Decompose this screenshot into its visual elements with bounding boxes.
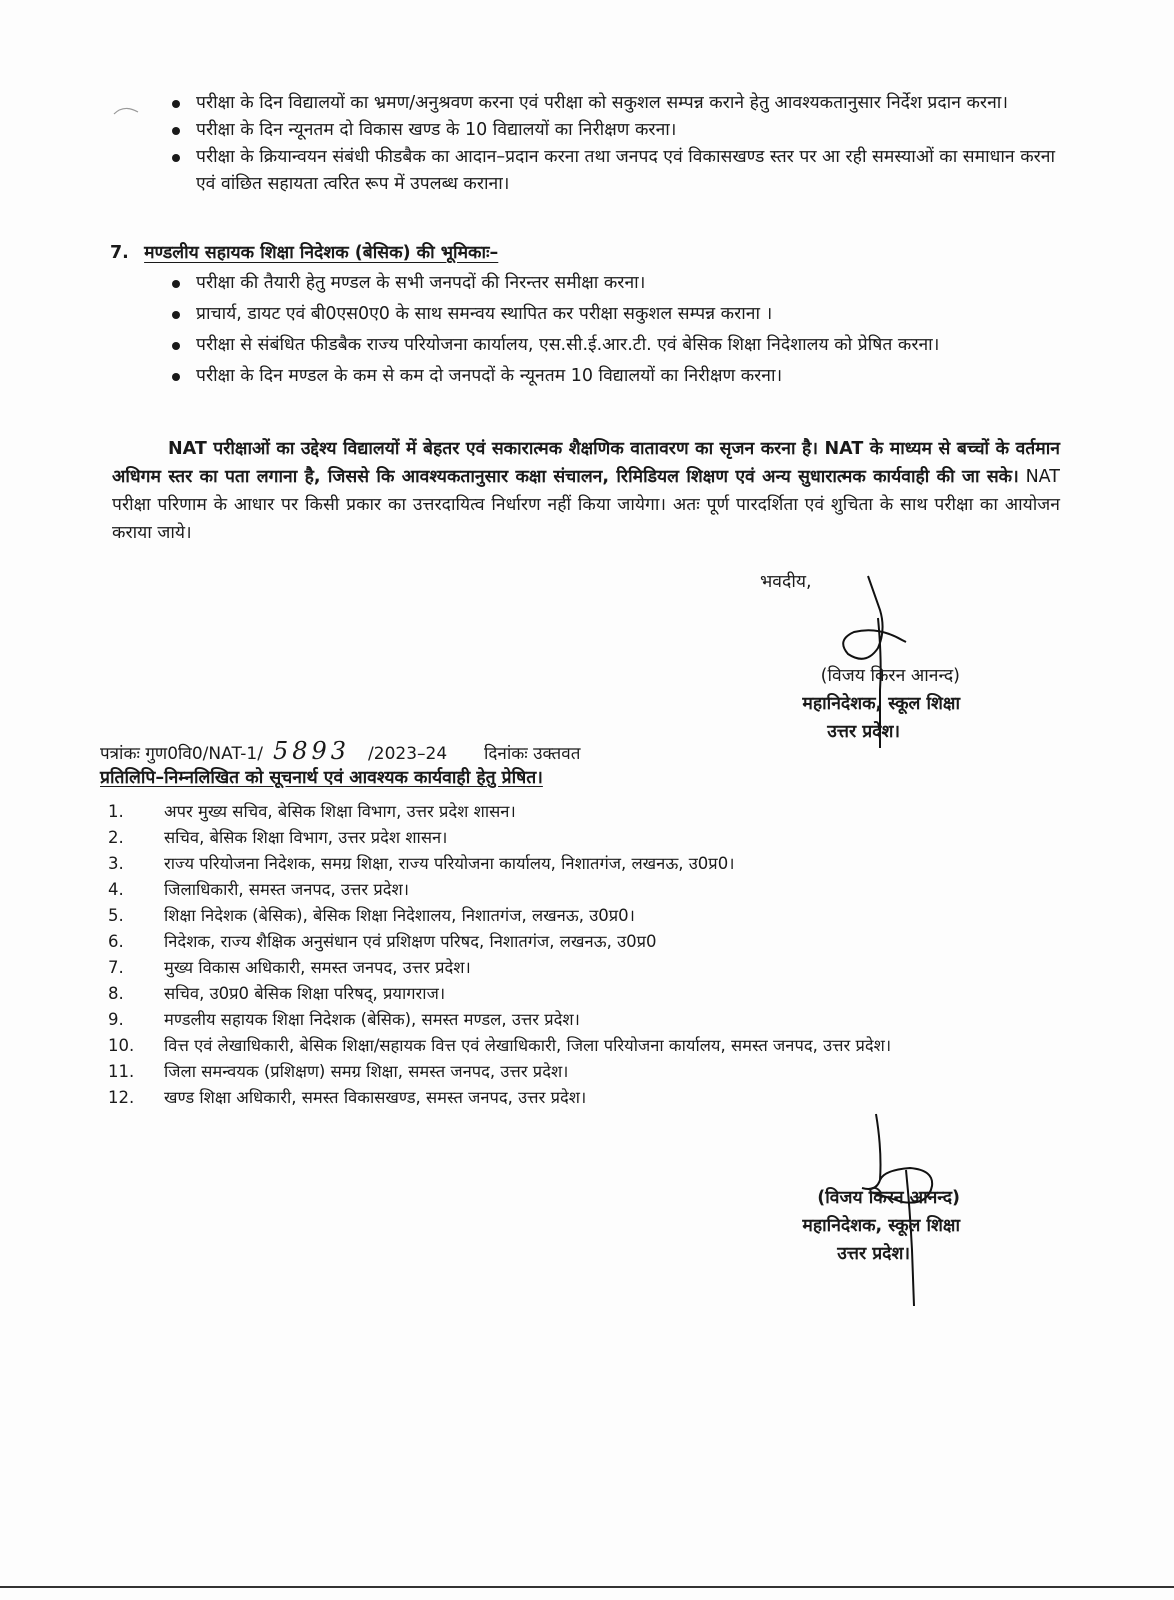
cc-item	[108, 1059, 968, 1085]
cc-item	[108, 1033, 968, 1059]
top-bullet-1: परीक्षा के दिन विद्यालयों का भ्रमण/अनुश्रवण करना एवं परीक्षा को सकुशल सम्पन्न कराने हेतु आवश्यकतानुसार निर्देश प्रदान करना।	[168, 90, 1068, 117]
cc-item-number: 2.	[108, 828, 124, 847]
reference-prefix: पत्रांकः गुण0वि0/NAT-1/	[100, 744, 263, 764]
signature-2-block	[720, 1184, 960, 1268]
signature-2-name: (विजय किरन आनन्द)	[817, 1188, 960, 1208]
cc-item-text: राज्य परियोजना निदेशक, समग्र शिक्षा, राज्य परियोजना कार्यालय, निशातगंज, लखनऊ, उ0प्र0।	[164, 854, 735, 873]
cc-item-number: 7.	[108, 958, 124, 977]
main-paragraph	[112, 435, 1060, 547]
section-7-bullet-list	[168, 270, 1068, 390]
cc-item	[108, 955, 968, 981]
section-7-bullet-3: परीक्षा से संबंधित फीडबैक राज्य परियोजना कार्यालय, एस.सी.ई.आर.टी. एवं बेसिक शिक्षा निदेशालय को प्रेषित करना।	[168, 332, 1068, 359]
reference-year: /2023–24	[368, 744, 448, 764]
scan-mark	[112, 100, 142, 120]
cc-item	[108, 851, 968, 877]
cc-item	[108, 799, 968, 825]
cc-item-number: 6.	[108, 932, 124, 951]
signature-2-designation: महानिदेशक, स्कूल शिक्षा	[802, 1216, 960, 1236]
section-7-bullet-2: प्राचार्य, डायट एवं बी0एस0ए0 के साथ समन्वय स्थापित कर परीक्षा सकुशल सम्पन्न कराना ।	[168, 301, 1068, 328]
cc-item	[108, 1085, 968, 1111]
signature-1-designation: महानिदेशक, स्कूल शिक्षा	[802, 694, 960, 714]
cc-item-text: अपर मुख्य सचिव, बेसिक शिक्षा विभाग, उत्तर प्रदेश शासन।	[164, 802, 516, 821]
cc-item-text: जिला समन्वयक (प्रशिक्षण) समग्र शिक्षा, समस्त जनपद, उत्तर प्रदेश।	[164, 1062, 569, 1081]
cc-item-text: मण्डलीय सहायक शिक्षा निदेशक (बेसिक), समस्त मण्डल, उत्तर प्रदेश।	[164, 1010, 580, 1029]
cc-heading: प्रतिलिपि–निम्नलिखित को सूचनार्थ एवं आवश्यक कार्यवाही हेतु प्रेषित।	[100, 768, 543, 788]
cc-item-text: सचिव, बेसिक शिक्षा विभाग, उत्तर प्रदेश शासन।	[164, 828, 448, 847]
cc-item-text: शिक्षा निदेशक (बेसिक), बेसिक शिक्षा निदेशालय, निशातगंज, लखनऊ, उ0प्र0।	[164, 906, 635, 925]
paragraph-normal-text: NAT परीक्षा परिणाम के आधार पर किसी प्रकार का उत्तरदायित्व निर्धारण नहीं किया जायेगा। अतः पूर्ण पारदर्शिता एवं शुचिता के साथ परीक्षा का आयोजन कराया जाये।	[112, 467, 1060, 543]
cc-item	[108, 903, 968, 929]
cc-item	[108, 929, 968, 955]
cc-item	[108, 1007, 968, 1033]
section-7-title: मण्डलीय सहायक शिक्षा निदेशक (बेसिक) की भूमिकाः–	[144, 243, 499, 263]
reference-line	[100, 738, 580, 767]
cc-item-text: निदेशक, राज्य शैक्षिक अनुसंधान एवं प्रशिक्षण परिषद, निशातगंज, लखनऊ, उ0प्र0	[164, 932, 657, 951]
cc-item-number: 4.	[108, 880, 124, 899]
cc-item-text: खण्ड शिक्षा अधिकारी, समस्त विकासखण्ड, समस्त जनपद, उत्तर प्रदेश।	[164, 1088, 587, 1107]
top-bullet-list	[168, 90, 1068, 198]
cc-item-text: मुख्य विकास अधिकारी, समस्त जनपद, उत्तर प्रदेश।	[164, 958, 471, 977]
cc-item-text: वित्त एवं लेखाधिकारी, बेसिक शिक्षा/सहायक वित्त एवं लेखाधिकारी, जिला परियोजना कार्यालय, समस्त जनपद, उत्तर प्रदेश।	[164, 1036, 892, 1055]
cc-item-number: 9.	[108, 1010, 124, 1029]
cc-item-number: 10.	[108, 1036, 135, 1055]
section-7-heading	[110, 240, 498, 267]
cc-item	[108, 877, 968, 903]
top-bullet-2: परीक्षा के दिन न्यूनतम दो विकास खण्ड के 10 विद्यालयों का निरीक्षण करना।	[168, 117, 1068, 144]
signature-2-state: उत्तर प्रदेश।	[837, 1244, 910, 1264]
signature-1-block	[720, 662, 960, 746]
cc-item-text: जिलाधिकारी, समस्त जनपद, उत्तर प्रदेश।	[164, 880, 410, 899]
reference-date: दिनांकः उक्तवत	[483, 744, 581, 764]
cc-item-number: 12.	[108, 1088, 135, 1107]
section-7-bullet-4: परीक्षा के दिन मण्डल के कम से कम दो जनपदों के न्यूनतम 10 विद्यालयों का निरीक्षण करना।	[168, 363, 1068, 390]
cc-item-number: 3.	[108, 854, 124, 873]
signature-1-state: उत्तर प्रदेश।	[827, 722, 900, 742]
cc-item	[108, 825, 968, 851]
cc-item-text: सचिव, उ0प्र0 बेसिक शिक्षा परिषद्, प्रयागराज।	[164, 984, 446, 1003]
section-7-bullet-1: परीक्षा की तैयारी हेतु मण्डल के सभी जनपदों की निरन्तर समीक्षा करना।	[168, 270, 1068, 297]
cc-list	[108, 799, 968, 1111]
page-bottom-edge	[0, 1586, 1174, 1588]
section-7-number: 7.	[110, 243, 129, 263]
cc-item-number: 8.	[108, 984, 124, 1003]
cc-item	[108, 981, 968, 1007]
cc-item-number: 1.	[108, 802, 124, 821]
signature-1-name: (विजय किरन आनन्द)	[820, 666, 960, 686]
cc-item-number: 11.	[108, 1062, 135, 1081]
paragraph-bold-text: NAT परीक्षाओं का उद्देश्य विद्यालयों में बेहतर एवं सकारात्मक शैक्षणिक वातावरण का सृजन करना है। NAT के माध्यम से बच्चों के वर्तमान अधिगम स्तर का पता लगाना है, जिससे कि आवश्यकतानुसार कक्षा संचालन, रिमिडियल शिक्षण एवं अन्य सुधारात्मक कार्यवाही की जा सके।	[112, 439, 1060, 487]
top-bullet-3: परीक्षा के क्रियान्वयन संबंधी फीडबैक का आदान–प्रदान करना तथा जनपद एवं विकासखण्ड स्तर पर आ रही समस्याओं का समाधान करना एवं वांछित सहायता त्वरित रूप में उपलब्ध कराना।	[168, 144, 1068, 198]
cc-item-number: 5.	[108, 906, 124, 925]
closing-text: भवदीय,	[760, 572, 812, 592]
reference-handwritten-number: 5893	[272, 737, 351, 765]
